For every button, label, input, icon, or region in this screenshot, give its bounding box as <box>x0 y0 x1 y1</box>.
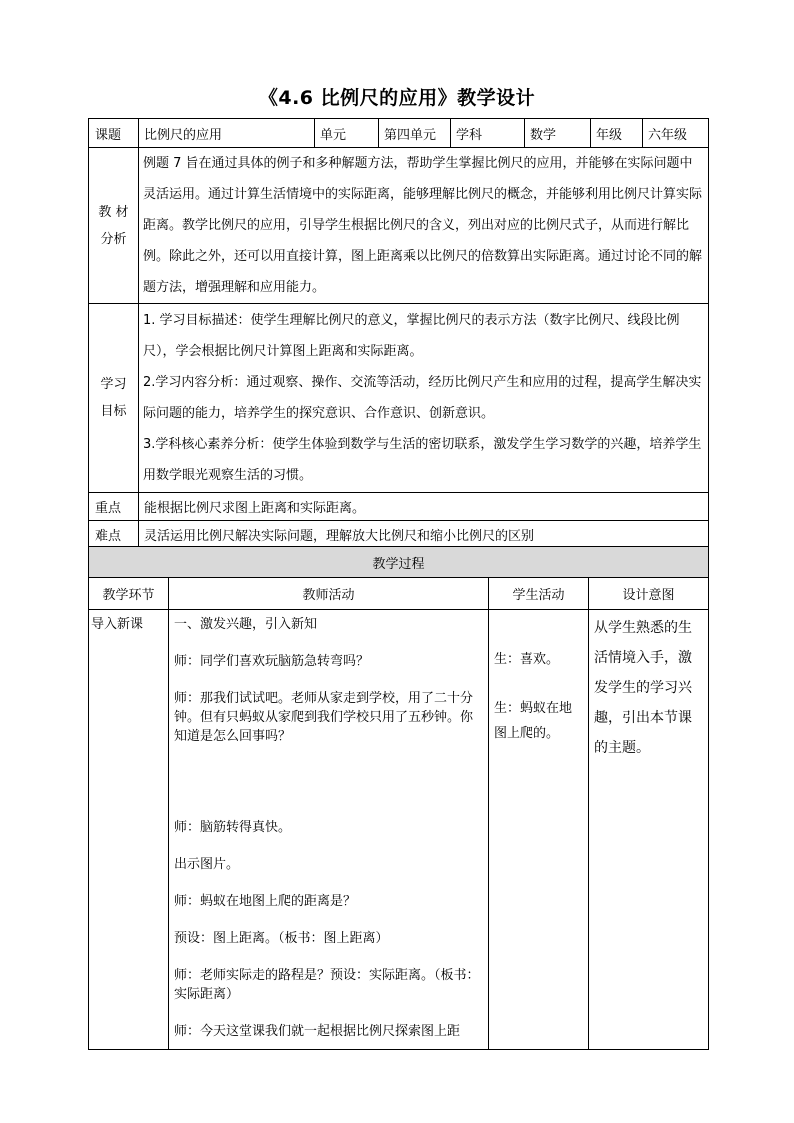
header-intent: 设计意图 <box>589 578 709 610</box>
teacher-line: 出示图片。 <box>174 857 240 872</box>
teacher-line: 师：蚂蚁在地图上爬的距离是？ <box>174 894 357 909</box>
course-value: 比例尺的应用 <box>139 119 315 148</box>
document-title: 《4.6 比例尺的应用》教学设计 <box>258 87 536 109</box>
teacher-line: 师：同学们喜欢玩脑筋急转弯吗？ <box>174 654 370 669</box>
student-line: 生：喜欢。 <box>494 652 560 667</box>
student-line: 生：蚂蚁在地图上爬的。 <box>494 701 573 741</box>
intent-text: 从学生熟悉的生活情境入手，激发学生的学习兴趣，引出本节课的主题。 <box>594 620 692 756</box>
student-activity <box>489 610 589 1050</box>
objectives-text <box>139 304 709 493</box>
objectives-label: 学习 目标 <box>89 304 139 493</box>
course-label: 课题 <box>89 119 139 148</box>
design-intent <box>589 610 709 1050</box>
teacher-line: 师：那我们试试吧。老师从家走到学校，用了二十分钟。但有只蚂蚁从家爬到我们学校只用了五秒钟。你知道是怎么回事吗？ <box>174 691 474 744</box>
header-teacher: 教师活动 <box>169 578 489 610</box>
objective-item: 2.学习内容分析：通过观察、操作、交流等活动，经历比例尺产生和应用的过程，提高学生解决实际问题的能力，培养学生的探究意识、合作意识、创新意识。 <box>143 375 702 421</box>
unit-label: 单元 <box>315 119 379 148</box>
header-student: 学生活动 <box>489 578 589 610</box>
unit-value: 第四单元 <box>379 119 451 148</box>
grade-label: 年级 <box>591 119 643 148</box>
lesson-info-table <box>88 118 709 548</box>
teacher-line: 师：老师实际走的路程是？预设：实际距离。（板书：实际距离） <box>174 968 480 1002</box>
header-step: 教学环节 <box>89 578 169 610</box>
teacher-line: 师：脑筋转得真快。 <box>174 820 292 835</box>
difficulty-text: 灵活运用比例尺解决实际问题，理解放大比例尺和缩小比例尺的区别 <box>139 521 709 548</box>
subject-value: 数学 <box>525 119 591 148</box>
subject-label: 学科 <box>451 119 525 148</box>
teacher-line: 一、激发兴趣，引入新知 <box>174 617 318 632</box>
analysis-text: 例题 7 旨在通过具体的例子和多种解题方法，帮助学生掌握比例尺的应用，并能够在实际问题中灵活运用。通过计算生活情境中的实际距离，能够理解比例尺的概念，并能够利用比例尺计算实际距离。教学比例尺的应用，引导学生根据比例尺的含义，列出对应的比例尺式子，从而进行解比例。除此之外，还可以用直接计算，图上距离乘以比例尺的倍数算出实际距离。通过讨论不同的解题方法，增强理解和应用能力。 <box>139 148 709 304</box>
teaching-process-table <box>88 546 709 1050</box>
grade-value: 六年级 <box>643 119 709 148</box>
teacher-line: 师：今天这堂课我们就一起根据比例尺探索图上距 <box>174 1024 461 1039</box>
difficulty-label: 难点 <box>89 521 139 548</box>
objective-item: 1. 学习目标描述：使学生理解比例尺的意义，掌握比例尺的表示方法（数字比例尺、线段比例尺），学会根据比例尺计算图上距离和实际距离。 <box>143 313 680 359</box>
teacher-activity <box>169 610 489 1050</box>
teacher-line: 预设：图上距离。（板书：图上距离） <box>174 931 389 946</box>
process-band: 教学过程 <box>89 547 709 578</box>
objective-item: 3.学科核心素养分析：使学生体验到数学与生活的密切联系，激发学生学习数学的兴趣，培养学生用数学眼光观察生活的习惯。 <box>143 437 702 483</box>
analysis-label: 教 材 分析 <box>89 148 139 304</box>
key-point-label: 重点 <box>89 493 139 521</box>
step-name: 导入新课 <box>89 610 169 1050</box>
key-point-text: 能根据比例尺求图上距离和实际距离。 <box>139 493 709 521</box>
